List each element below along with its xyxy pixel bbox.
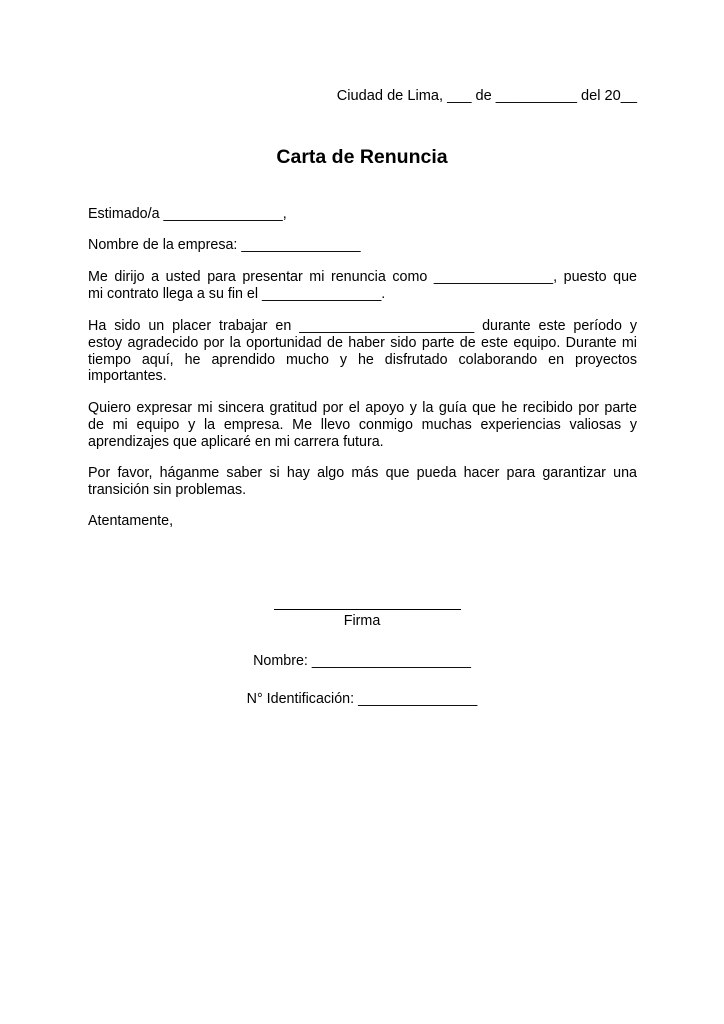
company-line: Nombre de la empresa: _______________: [88, 237, 361, 253]
paragraph-line: de mi equipo y la empresa. Me llevo conmigo muchas experiencias valiosas y: [88, 416, 637, 433]
paragraph-resignation: [88, 269, 637, 303]
paragraph-gratitude-team: [88, 318, 637, 385]
paragraph-line: Quiero expresar mi sincera gratitud por el apoyo y la guía que he recibido por parte: [88, 400, 637, 416]
salutation: Estimado/a _______________,: [88, 206, 287, 222]
paragraph-line: mi contrato llega a su fin el _______________.: [88, 285, 386, 302]
date-line: Ciudad de Lima, ___ de __________ del 20__: [336, 88, 637, 104]
id-line: N° Identificación: _______________: [246, 691, 478, 707]
paragraph-line: Por favor, háganme saber si hay algo más que pueda hacer para garantizar una: [88, 465, 637, 481]
signature-label: Firma: [343, 613, 381, 629]
paragraph-transition: [88, 465, 637, 499]
paragraph-line: aprendizajes que aplicaré en mi carrera futura.: [88, 433, 384, 450]
closing: Atentamente,: [88, 513, 174, 529]
paragraph-line: Me dirijo a usted para presentar mi renuncia como _______________, puesto que: [88, 269, 637, 285]
paragraph-line: estoy agradecido por la oportunidad de haber sido parte de este equipo. Durante mi: [88, 334, 637, 351]
paragraph-line: Ha sido un placer trabajar en ______________________ durante este período y: [88, 318, 637, 334]
name-line: Nombre: ____________________: [253, 653, 471, 669]
paragraph-line: importantes.: [88, 368, 167, 385]
paragraph-line: tiempo aquí, he aprendido mucho y he disfrutado colaborando en proyectos: [88, 351, 637, 368]
paragraph-gratitude-support: [88, 400, 637, 450]
page-title: Carta de Renuncia: [276, 146, 448, 168]
paragraph-line: transición sin problemas.: [88, 481, 247, 498]
signature-line: [274, 609, 461, 610]
